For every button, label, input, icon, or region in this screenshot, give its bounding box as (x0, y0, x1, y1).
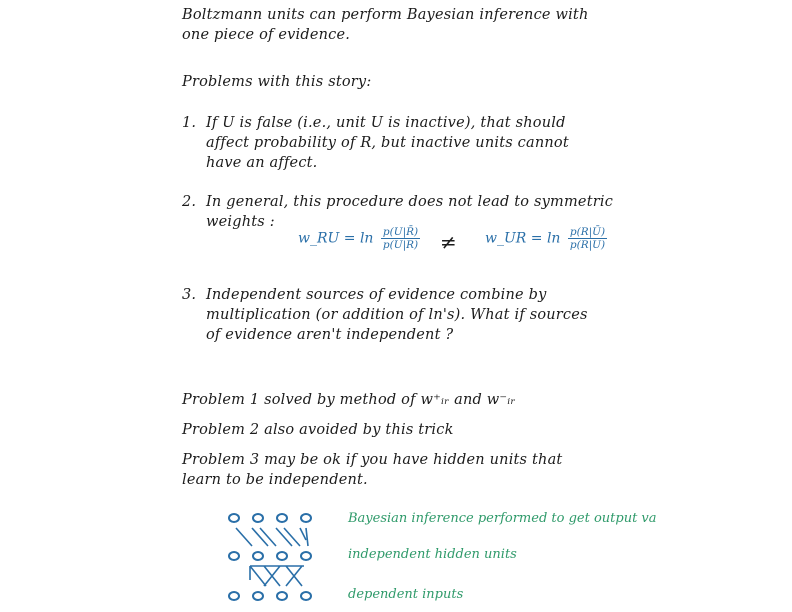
intro-line-2: one piece of evidence. (182, 27, 351, 43)
formula-left-numerator: p(U|R̄) (382, 226, 419, 238)
item-2-number: 2. (182, 194, 197, 210)
item-3-line-3: of evidence aren't independent ? (206, 327, 454, 343)
input-unit-node (301, 592, 311, 600)
output-unit-node (277, 514, 287, 522)
diagram-label-output: Bayesian inference performed to get output va (348, 511, 657, 526)
intro-line-1: Boltzmann units can perform Bayesian inference with (182, 7, 589, 23)
hidden-unit-node (301, 552, 311, 560)
item-1-number: 1. (182, 115, 197, 131)
diagram-label-hidden: independent hidden units (348, 547, 517, 562)
item-3-number: 3. (182, 287, 197, 303)
solution-problem-3-line-1: Problem 3 may be ok if you have hidden units that (182, 452, 563, 468)
network-diagram (220, 508, 330, 608)
problems-heading: Problems with this story: (182, 74, 372, 90)
item-1-line-2: affect probability of R, but inactive units cannot (206, 135, 569, 151)
not-equal-sign: ≠ (440, 230, 457, 254)
formula-right-fraction (568, 226, 607, 251)
formula-right-numerator: p(R|Ū) (569, 226, 606, 238)
solution-problem-1: Problem 1 solved by method of w⁺ᵢᵣ and w⁻ᵢᵣ (182, 392, 516, 408)
item-2-line-1: In general, this procedure does not lead to symmetric (206, 194, 614, 210)
solution-problem-3-line-2: learn to be independent. (182, 472, 368, 488)
output-unit-node (253, 514, 263, 522)
item-3-line-2: multiplication (or addition of ln's). What if sources (206, 307, 588, 323)
input-unit-node (253, 592, 263, 600)
input-unit-node (229, 592, 239, 600)
solution-problem-2: Problem 2 also avoided by this trick (182, 422, 454, 438)
item-3-line-1: Independent sources of evidence combine by (206, 287, 547, 303)
connection-lines (236, 528, 308, 546)
item-2-line-2: weights : (206, 214, 275, 230)
output-unit-node (301, 514, 311, 522)
formula-right-lhs: w_UR = ln (485, 230, 561, 247)
formula-left-lhs: w_RU = ln (298, 230, 374, 247)
hidden-unit-node (229, 552, 239, 560)
hidden-unit-node (277, 552, 287, 560)
formula-right (485, 226, 610, 251)
formula-left (298, 226, 423, 251)
formula-left-denominator: p(U|R) (382, 239, 419, 251)
input-unit-node (277, 592, 287, 600)
output-unit-node (229, 514, 239, 522)
formula-right-denominator: p(R|U) (569, 239, 606, 251)
diagram-label-inputs: dependent inputs (348, 587, 464, 602)
hidden-unit-node (253, 552, 263, 560)
item-1-line-1: If U is false (i.e., unit U is inactive), that should (206, 115, 566, 131)
formula-left-fraction (381, 226, 420, 251)
connection-lines (250, 566, 304, 586)
item-1-line-3: have an affect. (206, 155, 318, 171)
